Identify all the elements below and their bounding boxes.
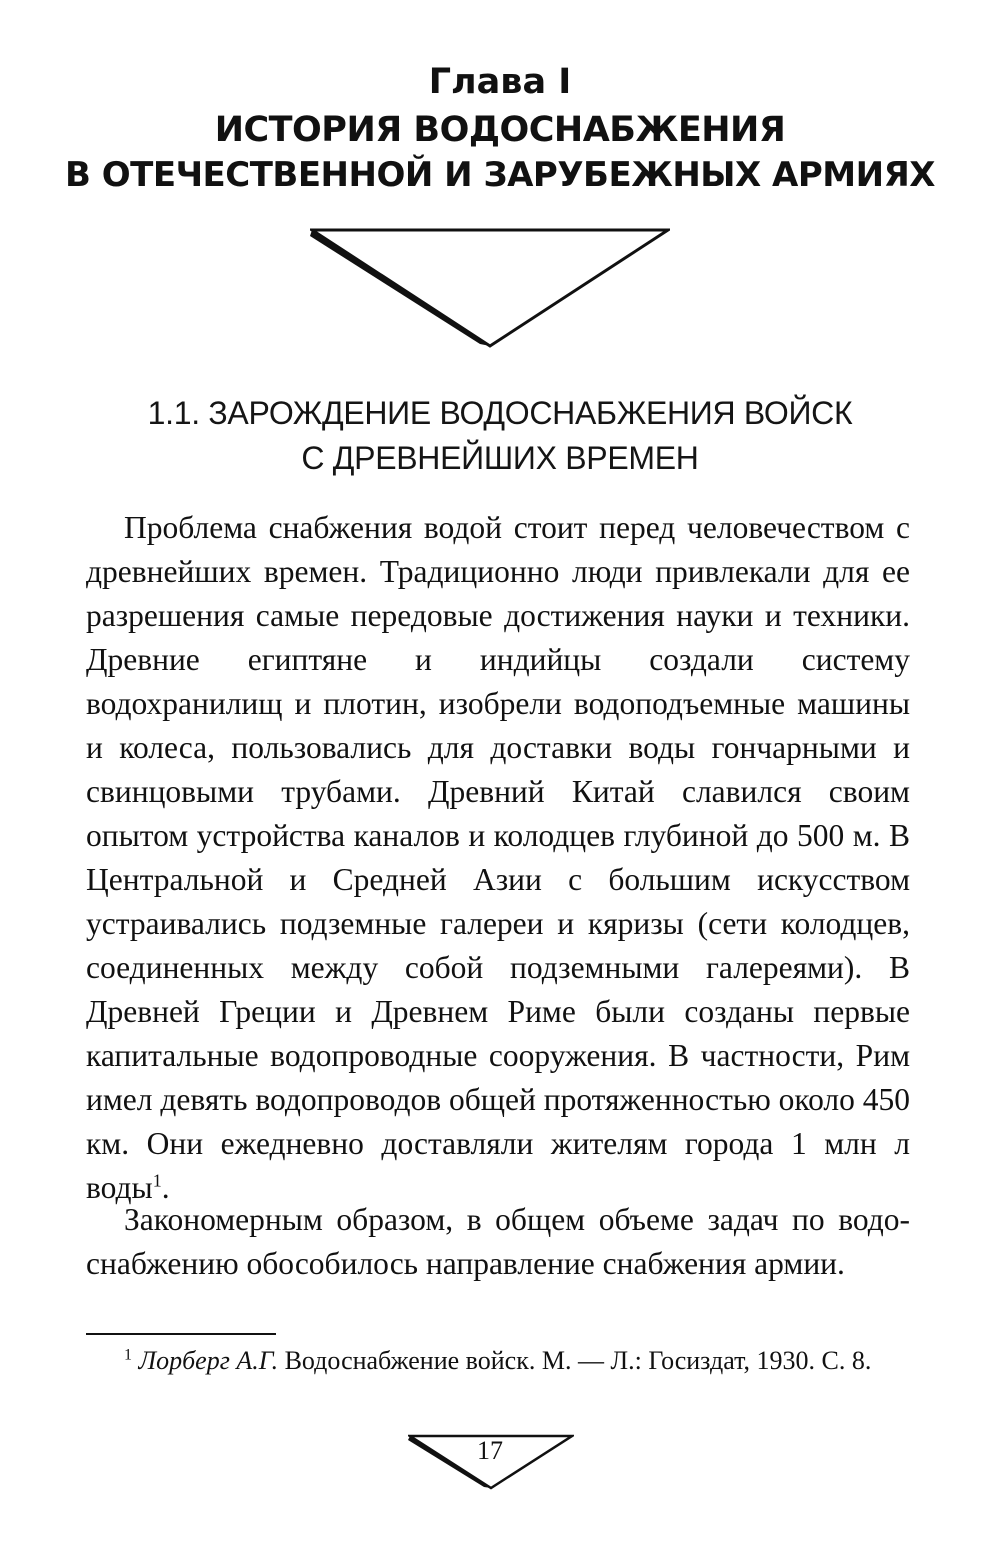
triangle-ornament-icon [310,228,670,348]
body-paragraph-2: Закономерным образом, в общем объеме задач по водоснабжению обособилось направление снабжения армии. [86,1202,910,1281]
chapter-title-line-2: В ОТЕЧЕСТВЕННОЙ И ЗАРУБЕЖНЫХ АРМИЯХ [65,155,935,195]
footnote [86,1343,910,1379]
paragraph-1-end: . [161,1170,170,1205]
footnote-divider [86,1333,276,1335]
chapter-label: Глава I [428,62,572,102]
section-heading-line-2: С ДРЕВНЕЙШИХ ВРЕМЕН [301,440,699,476]
section-heading-line-1: 1.1. ЗАРОЖДЕНИЕ ВОДОСНАБЖЕНИЯ ВОЙСК [147,395,853,431]
paragraph-1-text: Проблема снабжения водой стоит перед человечеством с древнейших времен. Традиционно люди привлекали для ее разрешения самые передовые достижения науки и техники. Древние египтяне и индийцы создали систему водохранилищ и плотин, изобрели водоподъемные машины и колеса, пользовались для доставки воды гончарными и свинцовыми трубами. Древний Китай славился своим опытом устройства каналов и колодцев глубиной до 500 м. В Центральной и Средней Азии с большим искусством устраивались подземные галереи и кяризы (сети колодцев, соединенных между собой подземными галереями). В Древней Греции и Древнем Риме были созданы первые капитальные водопроводные сооружения. В частности, Рим имел девять водопроводов общей протяженностью около 450 км. Они ежедневно доставляли жителям города 1 млн л воды [86,510,910,1205]
body-paragraph-1 [86,506,910,1210]
page-number: 17 [477,1436,503,1465]
footnote-author: Лорберг А.Г. [138,1346,279,1375]
footnote-reference: 1 [152,1170,162,1191]
chapter-title-line-1: ИСТОРИЯ ВОДОСНАБЖЕНИЯ [214,110,786,150]
footnote-text: Водоснабжение войск. М. — Л.: Госиздат, 1930. С. 8. [278,1346,872,1375]
footnote-mark: 1 [124,1346,132,1364]
